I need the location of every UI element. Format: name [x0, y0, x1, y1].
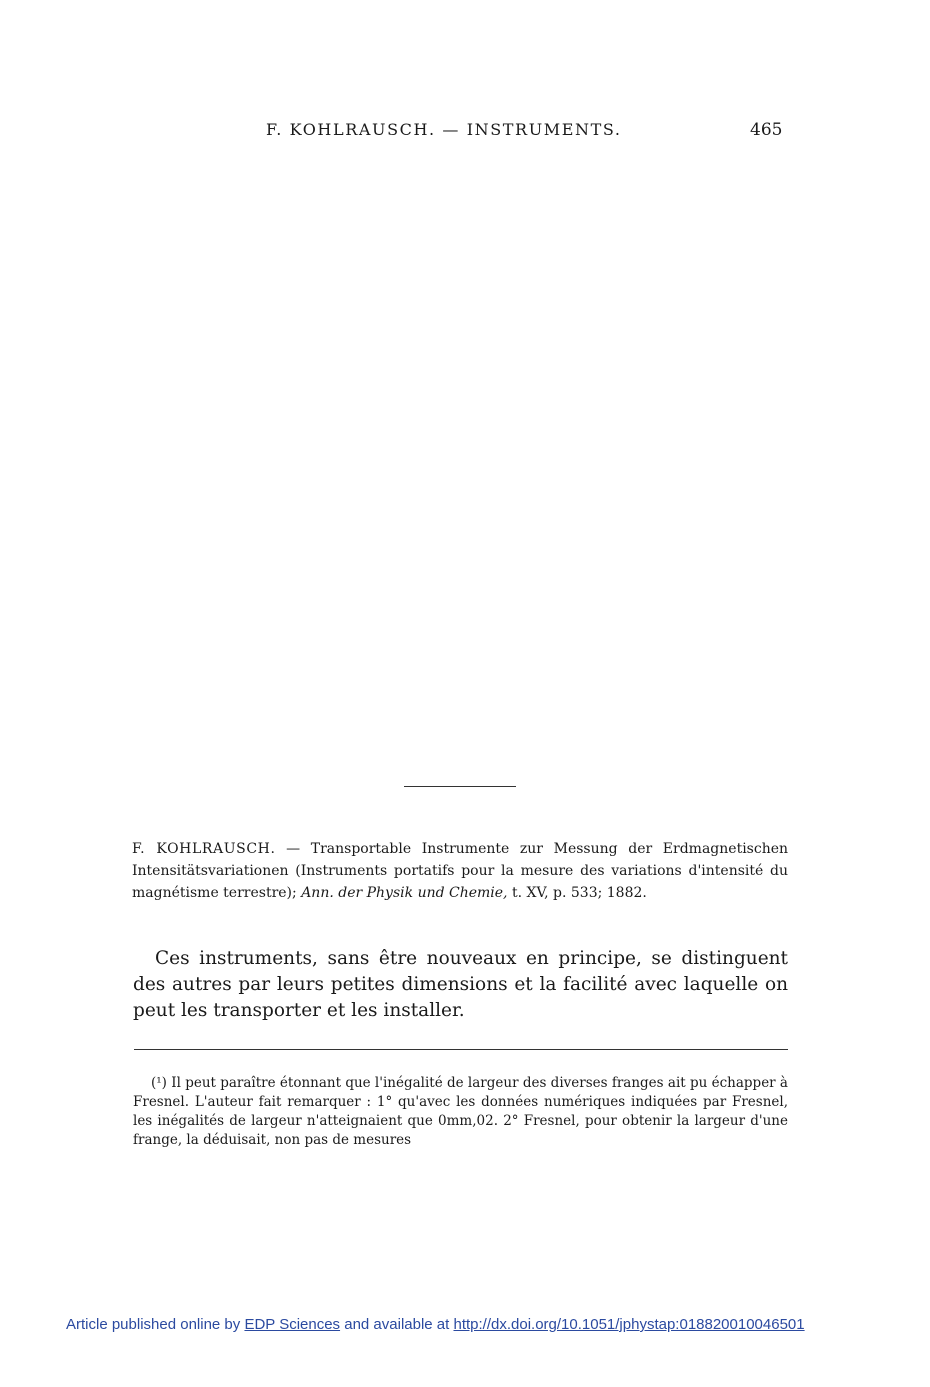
reference-journal: Ann. der Physik und Chemie, — [301, 885, 508, 901]
reference-details: t. XV, p. 533; 1882. — [507, 885, 647, 901]
footnote-marker: (¹) — [151, 1075, 167, 1091]
publication-footer — [66, 1316, 805, 1333]
footnote-text: Il peut paraître étonnant que l'inégalité de largeur des diverses franges ait pu échapper à Fresnel. L'auteur fait remarquer : 1° qu'avec les données numériques indiquées par Fresnel, les inégalités de largeur n'atteignaient que 0mm,02. 2° Fresnel, pour obtenir la largeur d'une frange, la déduisait, non pas de mesures — [133, 1075, 788, 1148]
doi-link[interactable]: http://dx.doi.org/10.1051/jphystap:018820010046501 — [453, 1316, 805, 1333]
footnote — [133, 1074, 788, 1150]
reference-title: — Transportable Instrumente zur Messung der Erdmagnetischen Intensitätsvariationen (Instruments portatifs pour la mesure des variations d'intensité du magnétisme terrestre); — [132, 841, 789, 901]
page-number: 465 — [750, 120, 783, 140]
publisher-link[interactable]: EDP Sciences — [244, 1316, 341, 1333]
bibliographic-reference — [132, 838, 788, 904]
section-separator — [404, 786, 516, 787]
footnote-rule — [134, 1049, 788, 1050]
running-title: F. KOHLRAUSCH. — INSTRUMENTS. — [266, 120, 622, 139]
footer-middle: and available at — [340, 1316, 454, 1333]
footer-prefix: Article published online by — [66, 1316, 245, 1333]
body-paragraph: Ces instruments, sans être nouveaux en principe, se distinguent des autres par leurs petites dimensions et la facilité avec laquelle on peut les transporter et les installer. — [133, 948, 788, 1021]
reference-author: F. KOHLRAUSCH. — [132, 841, 276, 857]
